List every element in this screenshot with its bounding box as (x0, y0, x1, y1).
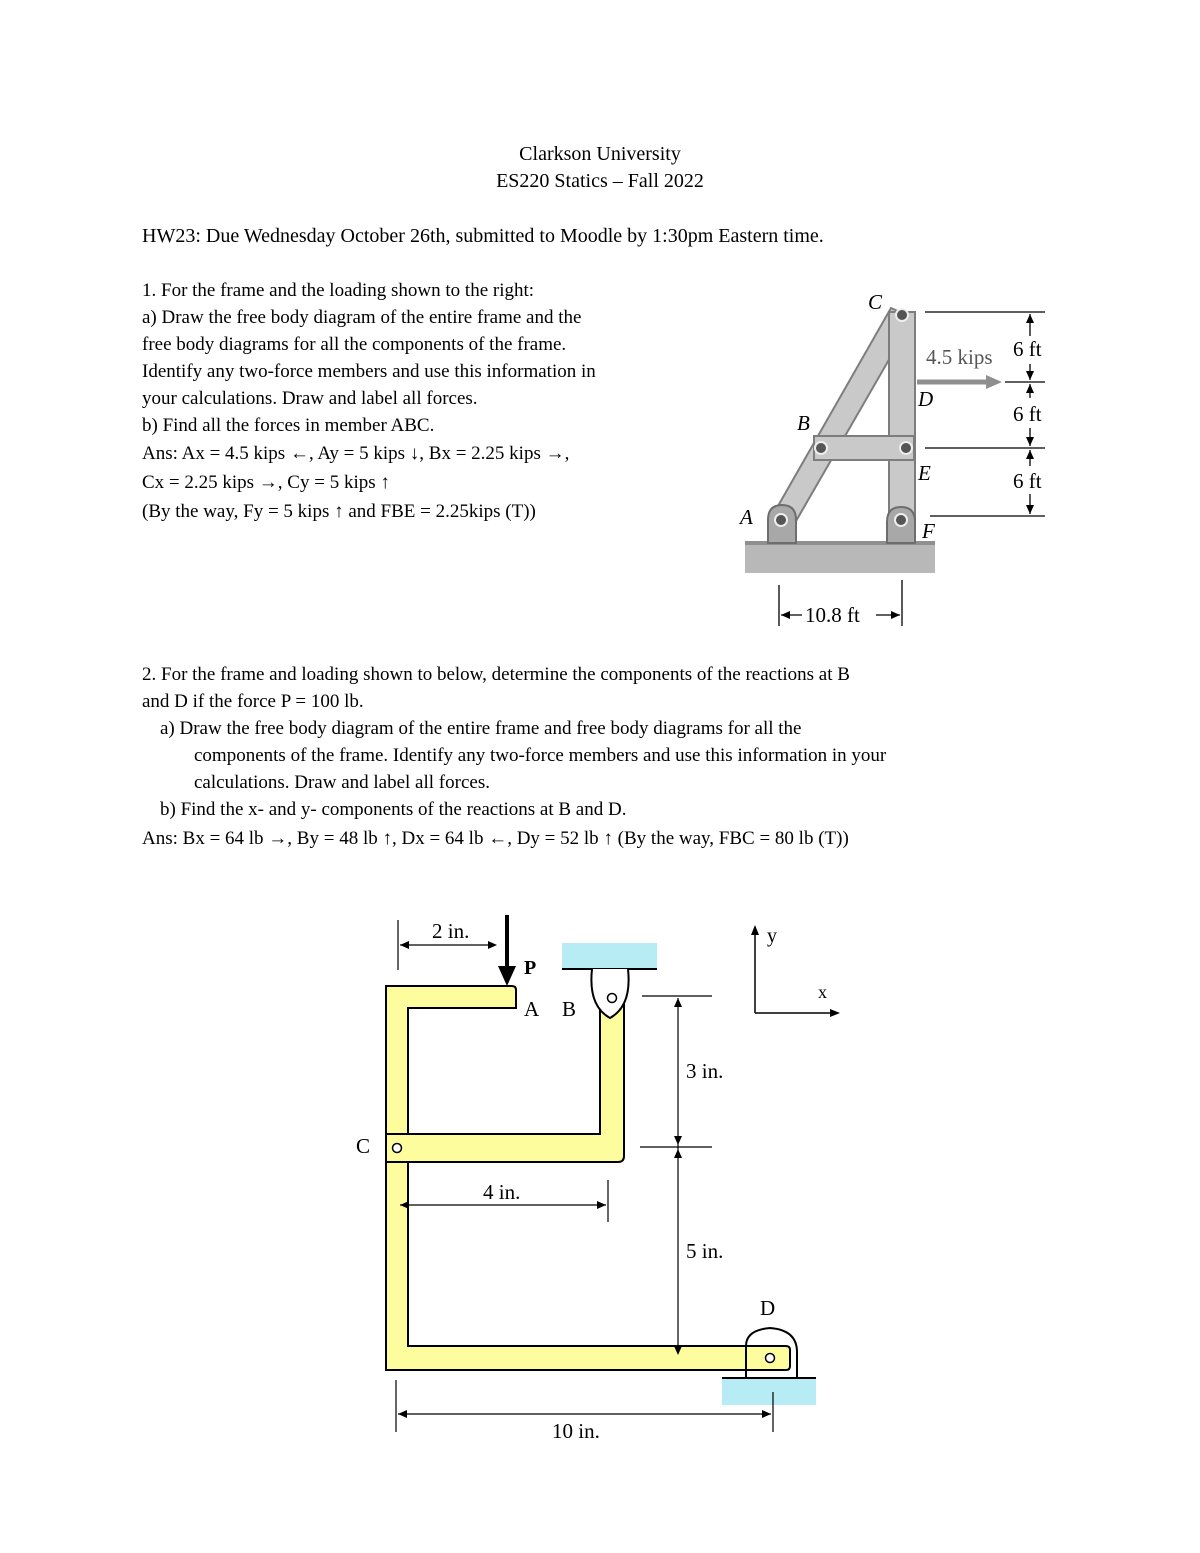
assignment-line: HW23: Due Wednesday October 26th, submitted to Moodle by 1:30pm Eastern time. (142, 225, 824, 247)
span-arrow-left (781, 611, 790, 619)
problem1-answer-line: Cx = 2.25 kips →, Cy = 5 kips ↑ (142, 472, 390, 493)
member-cdef (889, 312, 915, 520)
label-b: B (562, 997, 577, 1021)
load-arrow-head (986, 375, 1002, 389)
pin-a (775, 514, 787, 526)
label-e: E (918, 461, 931, 485)
dim-6ft-bottom: 6 ft (1013, 469, 1042, 493)
frame-figure-1 (730, 285, 1070, 635)
problem2-line: and D if the force P = 100 lb. (142, 691, 364, 712)
axis-label-x: x (818, 982, 827, 1002)
span-arrow-right (891, 611, 900, 619)
problem1-line: a) Draw the free body diagram of the entire frame and the (142, 307, 582, 328)
problem1-line: b) Find all the forces in member ABC. (142, 415, 435, 436)
problem1-line: your calculations. Draw and label all forces. (142, 388, 478, 409)
pin-b (608, 994, 617, 1003)
force-p-head (498, 966, 516, 986)
dim-4in: 4 in. (483, 1180, 521, 1204)
frame-figure-2 (340, 900, 860, 1460)
problem2-line: calculations. Draw and label all forces. (194, 772, 490, 793)
label-p: P (524, 957, 537, 979)
pin-b (815, 442, 827, 454)
problem1-line: Identify any two-force members and use this information in (142, 361, 596, 382)
dim-vertical-lines (640, 996, 712, 1345)
axis-label-y: y (767, 925, 777, 947)
x-axis-arrow (830, 1009, 840, 1017)
dim-3in: 3 in. (686, 1059, 724, 1083)
label-f: F (922, 519, 935, 543)
dim-10in-arrow-left (398, 1410, 407, 1418)
dim-5in-arrow-top (674, 1149, 682, 1158)
label-d: D (760, 1296, 776, 1320)
label-d: D (918, 387, 934, 411)
dim-6ft-middle: 6 ft (1013, 402, 1042, 426)
label-a: A (740, 505, 753, 529)
dim-2in-arrow-right (488, 941, 497, 949)
pin-f (895, 514, 907, 526)
university-title: Clarkson University (519, 143, 681, 165)
dim-3in-arrow-top (674, 998, 682, 1007)
course-title: ES220 Statics – Fall 2022 (496, 170, 704, 192)
dim-10in-arrow-right (762, 1410, 771, 1418)
dim-3in-arrow-bottom (674, 1136, 682, 1145)
pin-c (393, 1144, 402, 1153)
problem2-line: components of the frame. Identify any two-force members and use this information in your (194, 745, 887, 766)
problem1-line: free body diagrams for all the components of the frame. (142, 334, 567, 355)
dim-span: 10.8 ft (805, 603, 860, 627)
pin-c (896, 309, 908, 321)
frame-member-bc (386, 990, 624, 1162)
problem2-line: 2. For the frame and loading shown to below, determine the components of the reactions at B (142, 664, 850, 685)
problem1-answer-line: Ans: Ax = 4.5 kips ←, Ay = 5 kips ↓, Bx = 2.25 kips →, (142, 443, 570, 464)
pin-e (900, 442, 912, 454)
dim-2in-arrow-left (400, 941, 409, 949)
problem1-note-line: (By the way, Fy = 5 kips ↑ and FBE = 2.25kips (T)) (142, 501, 536, 522)
load-label: 4.5 kips (926, 345, 993, 369)
pin-d (766, 1354, 775, 1363)
problem1-line: 1. For the frame and the loading shown to the right: (142, 280, 535, 301)
dim-6ft-top: 6 ft (1013, 337, 1042, 361)
label-b: B (797, 411, 810, 435)
dim-4in-arrow-right (597, 1201, 606, 1209)
ceiling-support-b (562, 943, 657, 969)
dim-5in: 5 in. (686, 1239, 724, 1263)
problem2-line: b) Find the x- and y- components of the reactions at B and D. (160, 799, 627, 820)
label-c: C (868, 290, 883, 314)
ground-hatch (745, 543, 935, 573)
frame-member-outer (386, 986, 790, 1370)
floor-support-d (722, 1378, 816, 1405)
problem2-answer-line: Ans: Bx = 64 lb →, By = 48 lb ↑, Dx = 64 lb ←, Dy = 52 lb ↑ (By the way, FBC = 80 lb (T)) (142, 828, 849, 849)
label-a: A (524, 997, 540, 1021)
dim-10in: 10 in. (552, 1419, 600, 1443)
label-c: C (356, 1134, 371, 1158)
dim-2in: 2 in. (432, 919, 470, 943)
y-axis-arrow (751, 925, 759, 935)
problem2-line: a) Draw the free body diagram of the entire frame and free body diagrams for all the (160, 718, 802, 739)
